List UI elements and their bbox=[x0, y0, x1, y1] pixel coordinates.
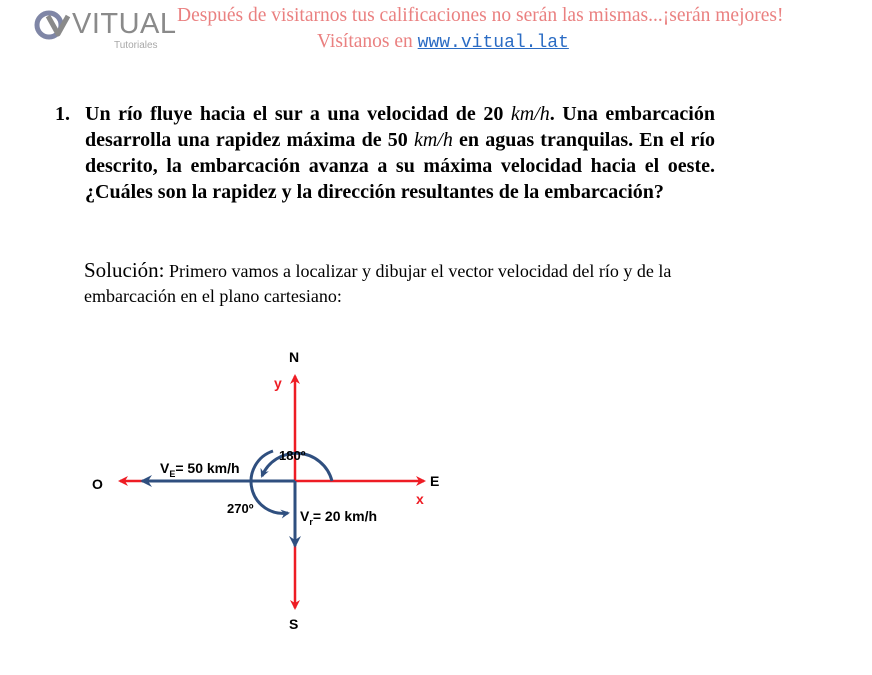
tagline-prefix: Visítanos en bbox=[317, 31, 413, 52]
solution-heading: Solución: bbox=[84, 258, 165, 282]
logo-name: VITUAL bbox=[72, 8, 177, 40]
angle-270-label: 270º bbox=[227, 501, 254, 516]
y-axis-label: y bbox=[274, 375, 282, 391]
unit-km-h: km/h bbox=[510, 103, 550, 125]
boat-vector-label: $V_E= 50$ km/h bbox=[160, 460, 240, 479]
north-label: N bbox=[289, 349, 300, 365]
website-link[interactable]: www.vitual.lat bbox=[417, 33, 569, 53]
problem-text bbox=[85, 101, 715, 205]
header-tagline bbox=[177, 5, 867, 53]
solution-paragraph bbox=[84, 258, 716, 309]
vitual-logo[interactable] bbox=[34, 8, 177, 51]
tagline-line-2 bbox=[317, 32, 569, 52]
logo-subtitle: Tutoriales bbox=[114, 40, 158, 51]
tagline-line-1: Después de visitarnos tus calificaciones no serán las mismas...¡serán mejores! bbox=[177, 5, 784, 26]
problem-number: 1. bbox=[55, 103, 70, 125]
south-label: S bbox=[289, 616, 299, 632]
problem-statement bbox=[55, 101, 715, 205]
solution-text: Primero vamos a localizar y dibujar el vector velocidad del río y de la embarcación en el plano cartesiano: bbox=[84, 261, 672, 306]
vitual-logo-icon bbox=[34, 8, 72, 42]
east-label: E bbox=[430, 473, 440, 489]
problem-text-part: Un río fluye hacia el sur a una velocidad de 20 bbox=[85, 103, 511, 125]
vector-diagram bbox=[80, 340, 500, 640]
x-axis-label: x bbox=[416, 491, 424, 507]
problem-text-part: . Una embarcación desarrolla una rapidez máxima de 50 bbox=[85, 103, 715, 151]
unit-km-h: km/h bbox=[413, 129, 453, 151]
west-label: O bbox=[92, 476, 103, 492]
river-vector-label: $V_r= 20$ km/h bbox=[300, 508, 378, 527]
problem-text-part: en aguas tranquilas. En el río descrito, la embarcación avanza a su máxima velocidad hacia el oeste. ¿Cuáles son la rapidez y la dirección resultantes de la embarcación? bbox=[85, 129, 715, 203]
angle-180-label: 180º bbox=[279, 448, 306, 463]
